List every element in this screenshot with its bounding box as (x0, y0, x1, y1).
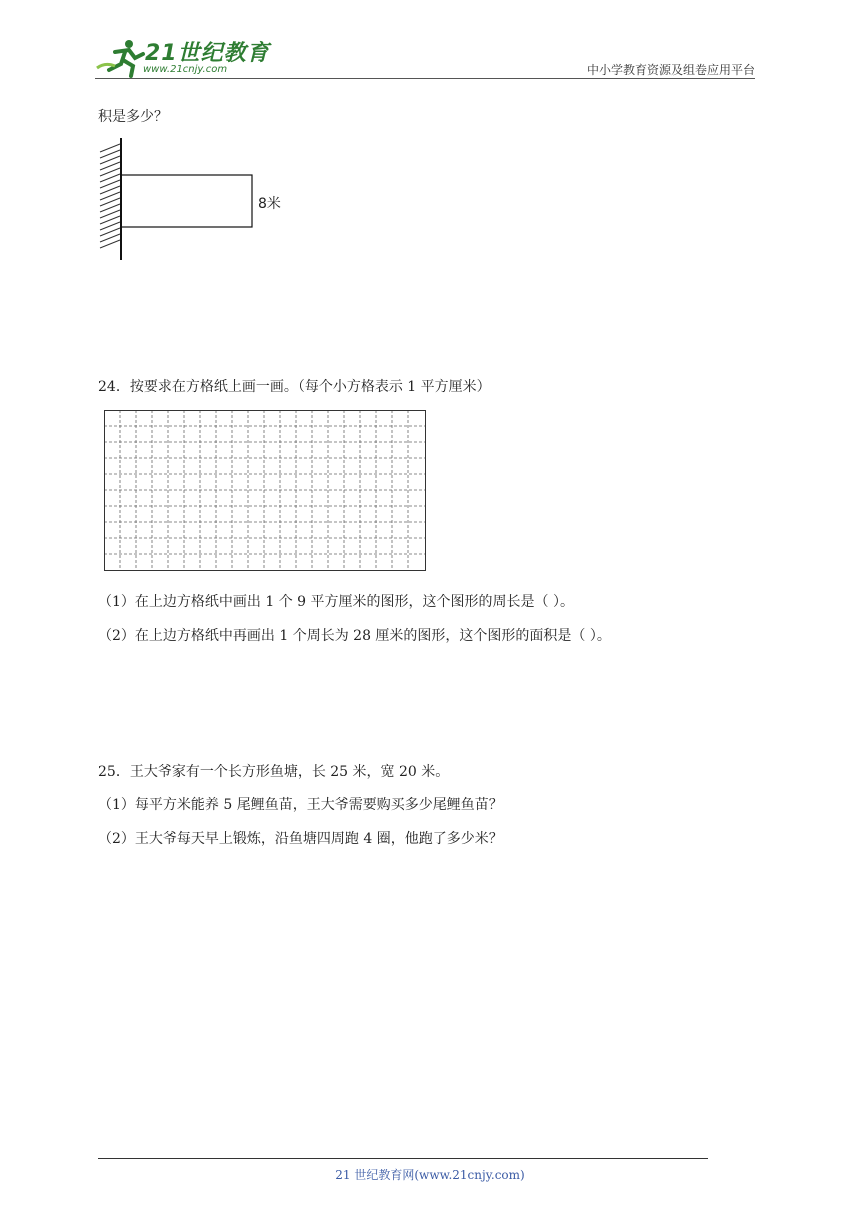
q25-title: 25．王大爷家有一个长方形鱼塘，长 25 米，宽 20 米。 (98, 764, 450, 780)
q24-part1: （1）在上边方格纸中画出 1 个 9 平方厘米的图形，这个图形的周长是（ ）。 (98, 594, 574, 610)
q25-part2: （2）王大爷每天早上锻炼，沿鱼塘四周跑 4 圈，他跑了多少米？ (98, 831, 503, 847)
header-divider (95, 78, 755, 79)
q25-part1: （1）每平方米能养 5 尾鲤鱼苗，王大爷需要购买多少尾鲤鱼苗？ (98, 797, 503, 813)
q24-part2: （2）在上边方格纸中再画出 1 个周长为 28 厘米的图形，这个图形的面积是（ ）。 (98, 628, 611, 644)
wall-hatching (100, 144, 120, 248)
footer-text: 21 世纪教育网(www.21cnjy.com) (335, 1168, 525, 1182)
pond-rectangle (121, 175, 252, 227)
logo-url: www.21cnjy.com (143, 64, 228, 75)
footer-divider (98, 1158, 708, 1159)
q24-title: 24．按要求在方格纸上画一画。（每个小方格表示 1 平方厘米） (98, 379, 491, 395)
header-platform-text: 中小学教育资源及组卷应用平台 (586, 63, 755, 77)
side-length-label: 8米 (258, 196, 281, 212)
q23-tail-text: 积是多少？ (98, 109, 168, 125)
grid-paper[interactable] (104, 410, 428, 573)
logo-text: 21世纪教育 (145, 41, 270, 66)
